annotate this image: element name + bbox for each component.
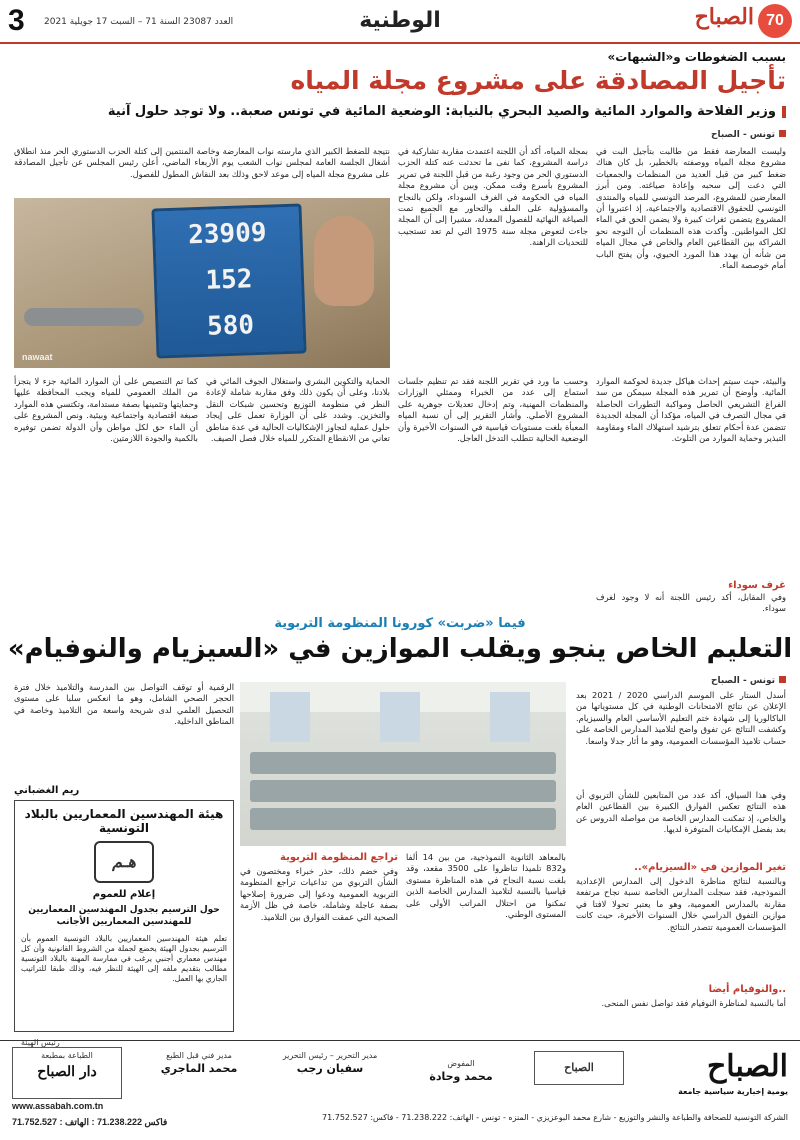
public-notice-ad	[14, 800, 234, 1047]
classroom-photo	[240, 682, 566, 846]
meter-number-2: 152	[204, 264, 253, 296]
byline-square-icon	[779, 676, 786, 683]
printer-role: الطباعة بمطبعة	[41, 1051, 93, 1060]
footer-logo	[638, 1049, 788, 1105]
ad-logo: هـم	[94, 841, 154, 883]
newspaper-logo	[680, 2, 792, 40]
footer-editor	[260, 1051, 400, 1075]
ad-title: هيئة المهندسين المعماريين بالبلاد التونسية	[24, 807, 224, 835]
photo-desk-row	[250, 752, 556, 774]
article1-column-3: نتيجة للضغط الكبير الذي مارسته نواب المعارضة وخاصة المنتمين إلى كتلة الحزب الدستوري الحر منذ انطلاق أشغال الجلسة العامة لمجلس نواب الشعب يوم الأربعاء الماضي، أعلن رئيس المجلس عن تأجيل المصادقة على مشروع مجلة المياه إلى موعد لاحق وذلك بعد النقاش المطول للفصول.	[14, 146, 390, 179]
article2-column-4: وفي خضم ذلك، حذر خبراء ومختصون في الشأن التربوي من تداعيات تراجع المنظومة التربوية العمومية ودعوا إلى ضرورة إصلاحها بصفة عاجلة وشاملة، خاصة في ظل الأزمة الصحية التي عمقت الفوارق بين التلاميذ.	[240, 866, 398, 922]
article2-column-2-continued: وبالنسبة لنتائج مناظرة الدخول إلى المدارس الإعدادية النموذجية، فقد سجلت المدارس الخاصة نسبة نجاح مرتفعة مقارنة بالمدارس العمومية، وهو ما يعتبر تحولا لافتا في موازين التفوق الدراسي خلال السنوات الأخيرة، حيث كانت المؤسسات العمومية تتصدر النتائج.	[576, 876, 786, 932]
article2-column-1: أسدل الستار على الموسم الدراسي 2020 / 2021 بعد الإعلان عن نتائج الامتحانات الوطنية في كل مستوياتها من الباكالوريا إلى شهادة ختم التعليم الأساسي العام والسيزيام. وكشفت النتائج عن تفوق واضح لتلاميذ المدارس الخاصة على حساب تلاميذ المؤسسات العمومية، وهو ما أثار جدلا واسعا.	[576, 690, 786, 746]
water-meter-photo	[14, 198, 390, 368]
footer-printer	[12, 1047, 122, 1099]
article1-byline	[711, 130, 786, 140]
photo-window	[490, 692, 530, 742]
article1-subhead-text: وزير الفلاحة والموارد المائية والصيد البحري بالنيابة: الوضعية المائية في تونس صعبة.. ولا توجد حلول آنية	[107, 104, 776, 119]
delegate-name: محمد وحادة	[429, 1070, 493, 1083]
article2-subtitle-sizyam: تغير الموازين في «السيزيام»..	[634, 862, 786, 873]
byline-square-icon	[779, 130, 786, 137]
article2-byline-text: تونس - الصباح	[711, 676, 775, 686]
article1-byline-text: تونس - الصباح	[711, 130, 775, 140]
footer-sub-logo: الصباح	[534, 1051, 624, 1085]
article1-kicker: بسبب الضغوطات و«الشبهات»	[607, 50, 786, 64]
footer-logo-wordmark: الصباح	[706, 1049, 788, 1084]
article1-subtitle: غرف سوداء	[728, 580, 786, 591]
subhead-marker-icon	[782, 106, 786, 118]
article2-subtitle-decline: تراجع المنظومة التربوية	[280, 852, 398, 863]
page-number: 3	[8, 4, 25, 37]
manager-name: محمد الماجري	[160, 1062, 238, 1075]
article1-column-5: كما تم التنصيص على أن الموارد المائية جزء لا يتجزأ من الملك العمومي للمياه ويجب المحافظة عليها وحمايتها وتثمينها بصفة مستدامة، وتكتسي هذه الموارد صبغة اقتصادية واجتماعية وبيئية. ونص المشروع على أن الماء حق لكل مواطن وأن الدولة تضمن توفيره بالكمية والجودة اللازمتين.	[14, 376, 198, 444]
footer-manager	[144, 1051, 254, 1075]
meter-number-1: 23909	[187, 217, 267, 251]
footer-delegate	[406, 1059, 516, 1083]
article1-subhead	[14, 104, 786, 119]
article1-headline: تأجيل المصادقة على مشروع مجلة المياه	[290, 66, 786, 95]
article1-column-1-end: وفي المقابل، أكد رئيس اللجنة أنه لا وجود لغرف سوداء.	[596, 592, 786, 614]
article1-column-1: وليست المعارضة فقط من طالبت بتأجيل البت في مشروع مجلة المياه ووصفته بالخطير، بل كان هناك ضغط كبير من قبل العديد من المنظمات والجمعيات التي دعت إلى سحبه وإعادة صياغته. ومن أبرز المعارضين للمشروع، المرصد التونسي للمياه والمنتدى التونسي للحقوق الاقتصادية والاجتماعية، إذ اعتبروا أن المشروع يتضمن ثغرات كبيرة ولا يضمن الحق في الماء لكل المواطنين. وأكدت هذه المنظمات أن التوجه نحو الشراكة بين القطاعين العام والخاص في مجال المياه من شأنه أن يهدد هذا المورد الحيوي، وأن يفتح الباب أمام خوصصة الماء.	[596, 146, 786, 271]
ad-label: إعلام للعموم	[92, 889, 156, 900]
footer-website: www.assabah.com.tn	[12, 1101, 104, 1111]
photo-credit: nawaat	[22, 352, 53, 362]
article2-kicker: فيما «ضربت» كورونا المنظومة التربوية	[274, 616, 526, 631]
manager-role: مدير فني قبل الطبع	[166, 1051, 232, 1060]
photo-window	[270, 692, 310, 742]
article2-column-3: بالمعاهد الثانوية النموذجية، من بين 14 ألفا و832 تلميذا تناظروا على 3500 مقعد، وقد بلغت نسبة النجاح في هذه المناظرة مستوى قياسيا بالنسبة لتلاميذ المدارس الخاصة الذين تمكنوا من احتلال المراتب الأولى على المستوى الوطني.	[406, 852, 567, 920]
article1-column-2: بمجلة المياه، أكد أن اللجنة اعتمدت مقاربة تشاركية في دراسة المشروع، كما نفى ما تحدثت عنه كتلة الحزب الدستوري الحر من وجود رغبة من قبل اللجنة في تمرير المشروع بأسرع وقت ممكن. وبين أن مشروع مجلة المياه في الحكومة في الغرف السوداء، ولكن بالنجاح والمسؤولية على الملف والتحاور مع الجميع تمت الصياغة النهائية للفصول المعدلة، مشيرا إلى أن المجلة جاءت لتعوض مجلة سنة 1975 التي لم تعد تستجيب للتحديات الراهنة.	[398, 146, 588, 248]
editor-name: سفيان رجب	[296, 1062, 364, 1075]
meter-number-3: 580	[206, 310, 255, 342]
ad-subject: حول الترسيم بجدول المهندسين المعماريين للمهندسين المعماريين الأجانب	[28, 905, 220, 927]
article2-subtitle-novyam: ..والنوفيام أيضا	[708, 984, 786, 995]
section-title: الوطنية	[359, 8, 441, 33]
masthead	[0, 0, 800, 44]
delegate-role: المفوض	[447, 1059, 475, 1068]
footer-company-info: الشركة التونسية للصحافة والطباعة والنشر والتوزيع - شارع محمد البوعزيزي - المنزه - تونس - الهاتف: 71.238.222 - فاكس: 71.752.527	[322, 1113, 788, 1122]
logo-wordmark: الصباح	[694, 4, 754, 30]
article2-left-column: الرقمية أو توقف التواصل بين المدرسة والتلاميذ خلال فترة الحجر الصحي الشامل، وهو ما انعكس سلبا على مستوى التحصيل العلمي لدى شريحة واسعة من التلاميذ وخاصة في المناطق الداخلية.	[14, 682, 234, 727]
issue-info: العدد 23087 السنة 71 – السبت 17 جويلية 2021	[44, 17, 234, 27]
photo-desk-row	[250, 780, 556, 802]
article2-column-2-end: أما بالنسبة لمناظرة النوفيام فقد تواصل نفس المنحى.	[601, 998, 786, 1008]
photo-hand	[314, 216, 374, 306]
photo-desk-row	[250, 808, 556, 830]
article2-signature: ريم الغضباني	[14, 785, 80, 796]
ad-signature: رئيس الهيئة	[21, 1038, 60, 1047]
article2-column-2: وفي هذا السياق، أكد عدد من المتابعين للشأن التربوي أن هذه النتائج تعكس الفوارق الكبيرة بين القطاعين العام والخاص، إذ تمكنت المدارس الخاصة من مواصلة الدروس عن بعد بفضل الإمكانيات المتوفرة لديها.	[576, 790, 786, 835]
photo-pipe	[24, 308, 144, 326]
meter-plate	[151, 203, 306, 358]
photo-window	[380, 692, 420, 742]
article1-column-4: الحماية والتكوين البشري واستغلال الجوف المائي في بلادنا، وعلى أن يكون ذلك وفق مقاربة شاملة لإعادة النظر في منظومة التوزيع وتحسين شبكات النقل والتخزين. وشدد على أن الوزارة تعمل على إيجاد حلول عملية لتجاوز الإشكاليات الحالية في عدة مناطق تعاني من الانقطاع المتكرر للمياه خلال فصل الصيف.	[206, 376, 390, 444]
article2-headline: التعليم الخاص ينجو ويقلب الموازين في «السيزيام والنوفيام»	[7, 634, 793, 664]
article1-column-2-continued: وحسب ما ورد في تقرير اللجنة فقد تم تنظيم جلسات استماع إلى عدد من الخبراء وممثلي الوزارات والمنظمات المهنية، وتم إدخال تعديلات جوهرية على المشروع الأصلي. وأشار التقرير إلى أن نسبة المياه المعبأة بلغت مستويات قياسية في السنوات الأخيرة وأن الوضعية الحالية تتطلب التدخل العاجل.	[398, 376, 588, 444]
printer-name: دار الصباح	[37, 1064, 97, 1080]
article1-column-1-continued: والبيئة، حيث سيتم إحداث هياكل جديدة لحوكمة الموارد المائية. وأوضح أن تمرير هذه المجلة سيمكن من سد الفراغ التشريعي الحاصل ومواكبة التطورات الحاصلة في مجال التصرف في المياه، مؤكدا أن المجلة الجديدة تتضمن عدة أحكام تتعلق بترشيد استهلاك الماء ومقاومة التبذير وحماية الموارد من التلوث.	[596, 376, 786, 444]
article2-byline	[711, 676, 786, 686]
editor-role: مدير التحرير – رئيس التحرير	[282, 1051, 378, 1060]
footer-contact: 71.752.527 : فاكس 71.238.222 : الهاتف	[12, 1117, 168, 1127]
footer-tagline: يومية إخبارية سياسية جامعة	[678, 1087, 788, 1096]
anniversary-badge: 70	[758, 4, 792, 38]
footer	[0, 1040, 800, 1140]
ad-body: تعلم هيئة المهندسين المعماريين بالبلاد التونسية العموم بأن الترسيم بجدول الهيئة يخضع لجملة من الشروط القانونية وأن كل مهندس معماري أجنبي يرغب في ممارسة المهنة بالبلاد التونسية مطالب بتقديم ملفه إلى الهيئة للنظر فيه، وذلك طبقا للتراتيب الجاري بها العمل.	[21, 934, 227, 983]
